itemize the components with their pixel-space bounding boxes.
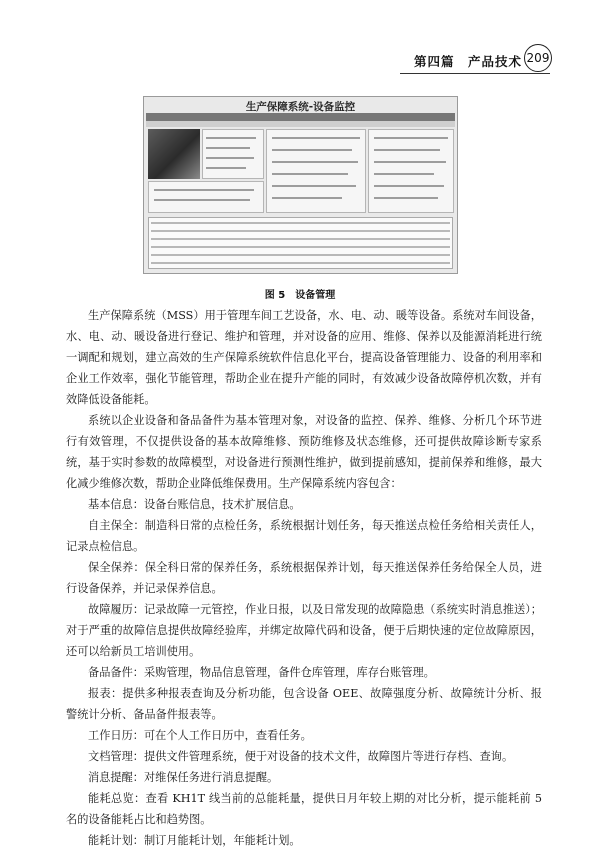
figure-line	[272, 161, 358, 163]
paragraph: 保全保养：保全科日常的保养任务，系统根据保养计划，每天推送保养任务给保全人员，进行设备保养，并记录保养信息。	[66, 561, 542, 595]
paragraph: 故障履历：记录故障一元管控，作业日报，以及日常发现的故障隐患（系统实时消息推送）；对于严重的故障信息提供故障经验库，并绑定故障代码和设备，便于后期快速的定位故障原因，还可以给新员工培训使用。	[66, 603, 542, 658]
figure-screen-title: 生产保障系统-设备监控	[245, 101, 356, 113]
paragraph: 系统以企业设备和备品备件为基本管理对象，对设备的监控、保养、维修、分析几个环节进行有效管理，不仅提供设备的基本故障维修、预防维修及状态维修，还可提供故障诊断专家系统，基于实时参数的故障模型，对设备进行预测性维护，做到提前感知，提前保养和维修，最大化减少维修次数，帮助企业降低维保费用。生产保障系统内容包含：	[66, 414, 542, 490]
figure-line	[374, 149, 440, 151]
paragraph: 备品备件：采购管理，物品信息管理，备件仓库管理，库存台账管理。	[88, 666, 435, 679]
figure-line	[272, 185, 356, 187]
paragraph: 生产保障系统（MSS）用于管理车间工艺设备，水、电、动、暖等设备。系统对车间设备，水、电、动、暖设备进行登记、维护和管理，并对设备的应用、维修、保养以及能源消耗进行统一调配和规划，建立高效的生产保障系统软件信息化平台，提高设备管理能力、设备的利用率和企业工作效率，强化节能管理，帮助企业在提升产能的同时，有效减少设备故障停机次数，并有效降低设备能耗。	[66, 309, 542, 406]
figure-line	[272, 137, 360, 139]
page-header	[0, 44, 600, 76]
figure-screenshot	[143, 96, 458, 274]
figure-line	[374, 173, 434, 175]
paragraph: 文档管理：提供文件管理系统，便于对设备的技术文件，故障图片等进行存档、查询。	[88, 750, 514, 763]
figure-line	[272, 149, 352, 151]
figure-line	[374, 161, 446, 163]
figure-line	[206, 147, 250, 149]
section-title: 第四篇 产品技术	[413, 54, 522, 69]
paragraph: 工作日历：可在个人工作日历中，查看任务。	[88, 729, 312, 742]
figure-line	[206, 137, 256, 139]
figure-table-row	[151, 230, 450, 232]
header-rule	[400, 73, 550, 74]
paragraph: 自主保全：制造科日常的点检任务，系统根据计划任务，每天推送点检任务给相关责任人，记录点检信息。	[66, 519, 542, 553]
figure-line	[206, 167, 246, 169]
paragraph: 能耗总览：查看 KH1T 线当前的总能耗量，提供日月年较上期的对比分析，提示能耗前 5 名的设备能耗占比和趋势图。	[66, 792, 542, 826]
figure-table-row	[151, 254, 450, 256]
figure-line	[374, 137, 448, 139]
figure-line	[374, 185, 444, 187]
body-text	[66, 305, 542, 851]
figure-table	[148, 217, 453, 269]
figure-equipment-photo	[148, 129, 200, 179]
figure-line	[374, 197, 438, 199]
figure-panel-right	[368, 129, 454, 213]
figure-table-row	[151, 222, 450, 224]
figure-table-row	[151, 246, 450, 248]
figure-line	[154, 199, 250, 201]
figure-line	[272, 197, 342, 199]
paragraph: 报表：提供多种报表查询及分析功能，包含设备 OEE、故障强度分析、故障统计分析、报警统计分析、备品备件报表等。	[66, 687, 542, 721]
figure-table-row	[151, 238, 450, 240]
figure-line	[206, 157, 254, 159]
paragraph: 基本信息：设备台账信息，技术扩展信息。	[88, 498, 301, 511]
figure-line	[272, 173, 348, 175]
figure-table-row	[151, 262, 450, 264]
figure-line	[154, 189, 254, 191]
paragraph: 消息提醒：对维保任务进行消息提醒。	[88, 771, 279, 784]
paragraph: 能耗计划：制订月能耗计划，年能耗计划。	[88, 834, 301, 847]
figure-panel-middle	[266, 129, 366, 213]
figure-caption: 图 5 设备管理	[264, 290, 336, 301]
page-number: 209	[524, 44, 552, 72]
figure-panel-bottom-left	[148, 181, 264, 213]
figure-toolbar	[146, 113, 455, 121]
figure-subbar	[146, 121, 455, 127]
